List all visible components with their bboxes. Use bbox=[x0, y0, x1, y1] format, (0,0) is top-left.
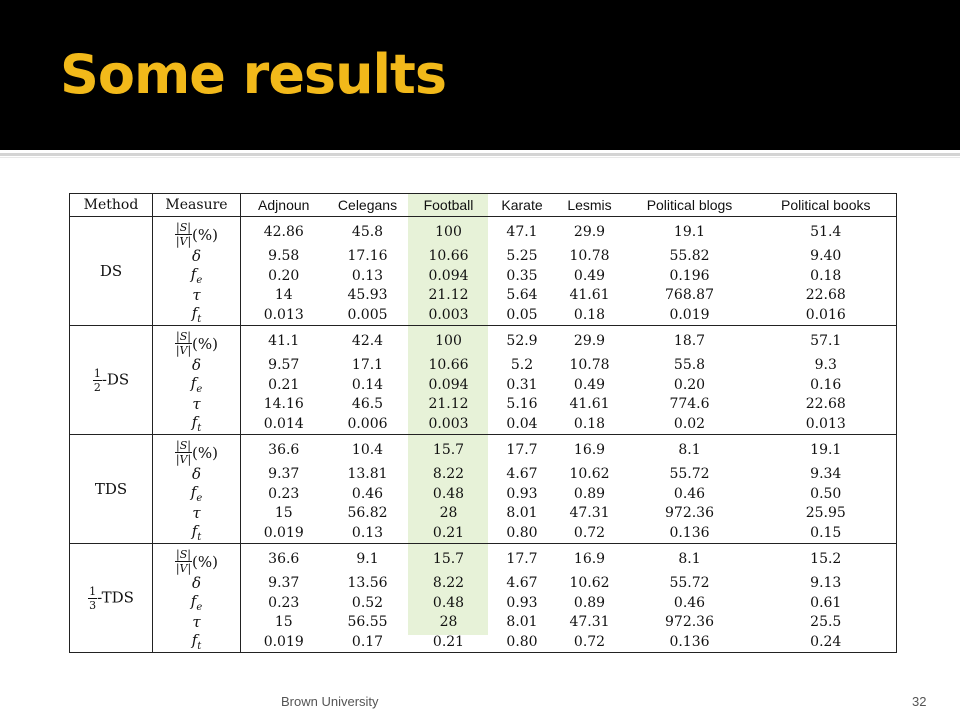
measure-cell bbox=[153, 265, 241, 286]
value-cell-football: 0.48 bbox=[432, 594, 465, 611]
value-cell-adjnoun: 0.23 bbox=[268, 485, 300, 502]
method-fraction-numerator: 1 bbox=[93, 366, 101, 380]
value-cell-political-books: 0.16 bbox=[810, 376, 842, 393]
value-cell-political-blogs: 0.196 bbox=[669, 267, 710, 284]
measure-fe-sub: e bbox=[196, 384, 203, 395]
value-cell-political-blogs: 0.46 bbox=[673, 594, 706, 611]
value-cell-football: 0.21 bbox=[432, 633, 465, 650]
value-cell-karate: 52.9 bbox=[489, 326, 556, 357]
measure-cell bbox=[153, 395, 241, 413]
value-cell-lesmis: 47.31 bbox=[569, 614, 610, 630]
measure-cell bbox=[153, 217, 241, 248]
value-cell-adjnoun: 9.58 bbox=[268, 248, 300, 264]
value-cell-karate: 0.80 bbox=[506, 633, 538, 650]
measure-fe-sub: e bbox=[196, 275, 203, 286]
value-cell-political-books: 0.013 bbox=[805, 415, 846, 432]
value-cell-political-books: 51.4 bbox=[756, 217, 897, 248]
measure-cell bbox=[153, 465, 241, 483]
measure-ft-sub: t bbox=[197, 641, 202, 652]
measure-ft bbox=[191, 631, 202, 652]
fraction-denominator: |V| bbox=[175, 344, 192, 357]
value-cell-celegans: 0.006 bbox=[347, 415, 388, 432]
value-cell-political-books: 22.68 bbox=[805, 396, 846, 412]
value-cell-celegans: 0.005 bbox=[347, 306, 388, 323]
value-cell-political-blogs: 55.72 bbox=[669, 466, 710, 482]
fraction-suffix: (%) bbox=[191, 552, 218, 571]
header-karate: Karate bbox=[489, 194, 556, 217]
value-cell-lesmis: 0.72 bbox=[573, 524, 606, 541]
measure-cell bbox=[153, 522, 241, 544]
measure-ft-base: f bbox=[191, 522, 198, 540]
measure-fe-sub: e bbox=[196, 602, 203, 613]
measure-cell bbox=[153, 247, 241, 265]
value-cell-lesmis: 16.9 bbox=[556, 544, 624, 575]
value-cell-celegans: 0.13 bbox=[351, 524, 384, 541]
header-adjnoun: Adjnoun bbox=[241, 194, 327, 217]
table-row bbox=[70, 356, 897, 374]
value-cell-political-books: 9.3 bbox=[814, 357, 837, 373]
value-cell-political-blogs: 18.7 bbox=[624, 326, 756, 357]
measure-cell bbox=[153, 483, 241, 504]
measure-ft-sub: t bbox=[197, 423, 202, 434]
measure-fe-base: f bbox=[190, 374, 197, 392]
fraction-numerator: |S| bbox=[176, 330, 191, 343]
value-cell-political-blogs: 972.36 bbox=[665, 614, 714, 630]
measure-size-ratio bbox=[175, 331, 218, 356]
value-cell-political-blogs: 0.136 bbox=[669, 524, 710, 541]
header-celegans: Celegans bbox=[327, 194, 409, 217]
value-cell-political-books: 0.61 bbox=[810, 594, 842, 611]
measure-cell bbox=[153, 574, 241, 592]
measure-size-ratio bbox=[175, 222, 218, 247]
value-cell-political-blogs: 0.136 bbox=[669, 633, 710, 650]
value-cell-lesmis: 10.78 bbox=[569, 248, 610, 264]
value-cell-karate: 0.05 bbox=[506, 306, 538, 323]
value-cell-lesmis: 0.89 bbox=[573, 594, 606, 611]
table-row bbox=[70, 613, 897, 631]
size-fraction bbox=[175, 222, 192, 247]
value-cell-political-books: 0.50 bbox=[810, 485, 842, 502]
value-cell-karate: 4.67 bbox=[506, 575, 538, 591]
value-cell-celegans: 56.82 bbox=[347, 505, 388, 521]
method-label: -DS bbox=[101, 370, 130, 388]
measure-cell bbox=[153, 504, 241, 522]
measure-fe-sub: e bbox=[196, 493, 203, 504]
value-cell-karate: 5.2 bbox=[510, 357, 534, 373]
table-row bbox=[70, 413, 897, 435]
measure-delta: δ bbox=[191, 465, 202, 483]
value-cell-political-blogs: 55.72 bbox=[669, 575, 710, 591]
value-cell-adjnoun: 9.57 bbox=[268, 357, 300, 373]
header-lesmis: Lesmis bbox=[556, 194, 624, 217]
value-cell-celegans: 13.56 bbox=[347, 575, 388, 591]
value-cell-adjnoun: 0.23 bbox=[268, 594, 300, 611]
value-cell-lesmis: 0.89 bbox=[573, 485, 606, 502]
table-row bbox=[70, 304, 897, 326]
value-cell-lesmis: 0.18 bbox=[573, 306, 606, 323]
method-fraction-denominator: 3 bbox=[89, 598, 97, 612]
value-cell-lesmis: 10.62 bbox=[569, 575, 610, 591]
table-body bbox=[70, 217, 897, 653]
value-cell-football: 0.094 bbox=[428, 376, 469, 393]
measure-cell bbox=[153, 631, 241, 653]
method-fraction bbox=[93, 368, 102, 393]
value-cell-football: 0.48 bbox=[432, 485, 465, 502]
value-cell-football: 21.12 bbox=[428, 396, 469, 412]
table-row bbox=[70, 483, 897, 504]
table-row bbox=[70, 286, 897, 304]
table-row bbox=[70, 522, 897, 544]
measure-fe bbox=[190, 374, 203, 395]
method-cell bbox=[70, 544, 153, 653]
value-cell-celegans: 46.5 bbox=[351, 396, 384, 412]
value-cell-political-books: 25.95 bbox=[805, 505, 846, 521]
header-political-books: Political books bbox=[756, 194, 897, 217]
value-cell-political-blogs: 8.1 bbox=[624, 544, 756, 575]
measure-ft-base: f bbox=[191, 631, 198, 649]
value-cell-football: 100 bbox=[409, 326, 489, 357]
fraction-suffix: (%) bbox=[191, 334, 218, 353]
footer-institution: Brown University bbox=[281, 694, 379, 709]
value-cell-adjnoun: 42.86 bbox=[241, 217, 327, 248]
measure-fe bbox=[190, 483, 203, 504]
value-cell-political-blogs: 0.20 bbox=[673, 376, 706, 393]
value-cell-karate: 0.80 bbox=[506, 524, 538, 541]
value-cell-political-books: 57.1 bbox=[756, 326, 897, 357]
table-row bbox=[70, 465, 897, 483]
value-cell-political-books: 25.5 bbox=[810, 614, 842, 630]
value-cell-political-books: 9.40 bbox=[810, 248, 842, 264]
measure-cell bbox=[153, 413, 241, 435]
value-cell-political-books: 0.18 bbox=[810, 267, 842, 284]
measure-cell bbox=[153, 356, 241, 374]
method-label: DS bbox=[99, 262, 123, 280]
table-header-row bbox=[70, 194, 897, 217]
value-cell-karate: 0.31 bbox=[506, 376, 538, 393]
value-cell-political-blogs: 768.87 bbox=[665, 287, 714, 303]
value-cell-lesmis: 0.49 bbox=[573, 267, 606, 284]
measure-fe bbox=[190, 592, 203, 613]
measure-ft-base: f bbox=[191, 413, 198, 431]
value-cell-adjnoun: 0.019 bbox=[263, 633, 304, 650]
value-cell-political-books: 0.24 bbox=[810, 633, 842, 650]
measure-delta: δ bbox=[191, 574, 202, 592]
measure-ft bbox=[191, 413, 202, 434]
value-cell-karate: 8.01 bbox=[506, 614, 538, 630]
method-label: -TDS bbox=[97, 588, 134, 606]
header-method: Method bbox=[70, 194, 153, 217]
value-cell-adjnoun: 36.6 bbox=[241, 435, 327, 466]
value-cell-football: 100 bbox=[409, 217, 489, 248]
value-cell-football: 21.12 bbox=[428, 287, 469, 303]
value-cell-lesmis: 0.18 bbox=[573, 415, 606, 432]
measure-cell bbox=[153, 286, 241, 304]
value-cell-celegans: 13.81 bbox=[347, 466, 388, 482]
fraction-denominator: |V| bbox=[175, 453, 192, 466]
fraction-suffix: (%) bbox=[191, 225, 218, 244]
measure-size-ratio bbox=[175, 440, 218, 465]
value-cell-karate: 4.67 bbox=[506, 466, 538, 482]
value-cell-adjnoun: 15 bbox=[274, 505, 293, 521]
table-row bbox=[70, 374, 897, 395]
value-cell-political-books: 0.016 bbox=[805, 306, 846, 323]
value-cell-football: 0.003 bbox=[428, 306, 469, 323]
value-cell-lesmis: 0.49 bbox=[573, 376, 606, 393]
method-cell bbox=[70, 326, 153, 435]
value-cell-adjnoun: 0.20 bbox=[268, 267, 300, 284]
table-row bbox=[70, 265, 897, 286]
fraction-suffix: (%) bbox=[191, 443, 218, 462]
measure-ft-sub: t bbox=[197, 532, 202, 543]
value-cell-political-books: 22.68 bbox=[805, 287, 846, 303]
value-cell-lesmis: 41.61 bbox=[569, 287, 610, 303]
value-cell-political-blogs: 972.36 bbox=[665, 505, 714, 521]
measure-tau: τ bbox=[192, 613, 201, 631]
value-cell-political-blogs: 0.02 bbox=[673, 415, 706, 432]
table-row bbox=[70, 326, 897, 357]
value-cell-celegans: 0.52 bbox=[351, 594, 384, 611]
value-cell-adjnoun: 0.21 bbox=[268, 376, 300, 393]
value-cell-karate: 8.01 bbox=[506, 505, 538, 521]
value-cell-celegans: 9.1 bbox=[327, 544, 409, 575]
value-cell-celegans: 0.17 bbox=[351, 633, 384, 650]
measure-tau: τ bbox=[192, 286, 201, 304]
header-divider bbox=[0, 153, 960, 156]
results-table bbox=[69, 193, 897, 653]
value-cell-political-blogs: 774.6 bbox=[669, 396, 710, 412]
value-cell-adjnoun: 0.014 bbox=[263, 415, 304, 432]
value-cell-political-blogs: 0.46 bbox=[673, 485, 706, 502]
size-fraction bbox=[175, 549, 192, 574]
value-cell-celegans: 10.4 bbox=[327, 435, 409, 466]
results-table-container bbox=[69, 193, 896, 652]
value-cell-adjnoun: 14 bbox=[274, 287, 293, 303]
value-cell-football: 10.66 bbox=[428, 248, 469, 264]
value-cell-karate: 17.7 bbox=[489, 435, 556, 466]
table-row bbox=[70, 504, 897, 522]
value-cell-political-blogs: 19.1 bbox=[624, 217, 756, 248]
measure-ft-sub: t bbox=[197, 314, 202, 325]
value-cell-political-blogs: 55.82 bbox=[669, 248, 710, 264]
size-fraction bbox=[175, 331, 192, 356]
value-cell-karate: 5.25 bbox=[506, 248, 538, 264]
measure-fe-base: f bbox=[190, 592, 197, 610]
fraction-denominator: |V| bbox=[175, 235, 192, 248]
value-cell-karate: 0.04 bbox=[506, 415, 538, 432]
measure-fe bbox=[190, 265, 203, 286]
value-cell-lesmis: 29.9 bbox=[556, 217, 624, 248]
measure-cell bbox=[153, 435, 241, 466]
measure-cell bbox=[153, 326, 241, 357]
value-cell-adjnoun: 15 bbox=[274, 614, 293, 630]
value-cell-political-blogs: 55.8 bbox=[673, 357, 706, 373]
table-row bbox=[70, 631, 897, 653]
measure-size-ratio bbox=[175, 549, 218, 574]
value-cell-karate: 5.16 bbox=[506, 396, 538, 412]
value-cell-football: 28 bbox=[439, 614, 458, 630]
header-political-blogs: Political blogs bbox=[624, 194, 756, 217]
value-cell-celegans: 42.4 bbox=[327, 326, 409, 357]
measure-ft bbox=[191, 304, 202, 325]
value-cell-football: 8.22 bbox=[432, 575, 465, 591]
value-cell-karate: 0.93 bbox=[506, 485, 538, 502]
method-fraction-numerator: 1 bbox=[89, 584, 97, 598]
value-cell-lesmis: 10.78 bbox=[569, 357, 610, 373]
method-cell bbox=[70, 435, 153, 544]
value-cell-celegans: 45.8 bbox=[327, 217, 409, 248]
value-cell-lesmis: 10.62 bbox=[569, 466, 610, 482]
table-row bbox=[70, 574, 897, 592]
value-cell-celegans: 56.55 bbox=[347, 614, 388, 630]
method-label: TDS bbox=[94, 480, 128, 498]
fraction-denominator: |V| bbox=[175, 562, 192, 575]
value-cell-celegans: 17.16 bbox=[347, 248, 388, 264]
slide-title: Some results bbox=[60, 43, 446, 106]
measure-delta: δ bbox=[191, 356, 202, 374]
value-cell-adjnoun: 0.019 bbox=[263, 524, 304, 541]
measure-tau: τ bbox=[192, 504, 201, 522]
slide-header bbox=[0, 0, 960, 150]
value-cell-adjnoun: 36.6 bbox=[241, 544, 327, 575]
header-measure: Measure bbox=[153, 194, 241, 217]
value-cell-celegans: 17.1 bbox=[351, 357, 384, 373]
fraction-numerator: |S| bbox=[176, 439, 191, 452]
value-cell-lesmis: 29.9 bbox=[556, 326, 624, 357]
value-cell-adjnoun: 14.16 bbox=[263, 396, 304, 412]
value-cell-political-books: 9.13 bbox=[810, 575, 842, 591]
measure-fe-base: f bbox=[190, 265, 197, 283]
value-cell-football: 0.21 bbox=[432, 524, 465, 541]
value-cell-adjnoun: 9.37 bbox=[268, 466, 300, 482]
measure-ft-base: f bbox=[191, 304, 198, 322]
value-cell-football: 28 bbox=[439, 505, 458, 521]
measure-cell bbox=[153, 613, 241, 631]
size-fraction bbox=[175, 440, 192, 465]
value-cell-karate: 0.35 bbox=[506, 267, 538, 284]
value-cell-celegans: 0.46 bbox=[351, 485, 384, 502]
value-cell-football: 0.094 bbox=[428, 267, 469, 284]
table-row bbox=[70, 247, 897, 265]
value-cell-football: 8.22 bbox=[432, 466, 465, 482]
measure-fe-base: f bbox=[190, 483, 197, 501]
method-fraction-denominator: 2 bbox=[93, 380, 101, 394]
value-cell-political-blogs: 0.019 bbox=[669, 306, 710, 323]
value-cell-karate: 0.93 bbox=[506, 594, 538, 611]
measure-tau: τ bbox=[192, 395, 201, 413]
value-cell-political-blogs: 8.1 bbox=[624, 435, 756, 466]
measure-cell bbox=[153, 592, 241, 613]
fraction-numerator: |S| bbox=[176, 548, 191, 561]
header-football: Football bbox=[409, 194, 489, 217]
value-cell-adjnoun: 0.013 bbox=[263, 306, 304, 323]
page-number: 32 bbox=[912, 694, 927, 709]
table-row bbox=[70, 544, 897, 575]
value-cell-karate: 17.7 bbox=[489, 544, 556, 575]
measure-cell bbox=[153, 544, 241, 575]
measure-cell bbox=[153, 304, 241, 326]
value-cell-football: 0.003 bbox=[428, 415, 469, 432]
value-cell-political-books: 0.15 bbox=[810, 524, 842, 541]
value-cell-lesmis: 16.9 bbox=[556, 435, 624, 466]
value-cell-lesmis: 41.61 bbox=[569, 396, 610, 412]
method-fraction bbox=[88, 586, 97, 611]
value-cell-lesmis: 47.31 bbox=[569, 505, 610, 521]
method-cell bbox=[70, 217, 153, 326]
header-divider-thin bbox=[0, 157, 960, 158]
value-cell-political-books: 15.2 bbox=[756, 544, 897, 575]
value-cell-karate: 5.64 bbox=[506, 287, 538, 303]
measure-delta: δ bbox=[191, 247, 202, 265]
value-cell-political-books: 19.1 bbox=[756, 435, 897, 466]
value-cell-celegans: 0.14 bbox=[351, 376, 384, 393]
value-cell-football: 10.66 bbox=[428, 357, 469, 373]
table-row bbox=[70, 395, 897, 413]
value-cell-karate: 47.1 bbox=[489, 217, 556, 248]
fraction-numerator: |S| bbox=[176, 221, 191, 234]
measure-ft bbox=[191, 522, 202, 543]
table-row bbox=[70, 217, 897, 248]
value-cell-lesmis: 0.72 bbox=[573, 633, 606, 650]
table-row bbox=[70, 592, 897, 613]
value-cell-celegans: 45.93 bbox=[347, 287, 388, 303]
value-cell-celegans: 0.13 bbox=[351, 267, 384, 284]
value-cell-football: 15.7 bbox=[409, 544, 489, 575]
value-cell-adjnoun: 41.1 bbox=[241, 326, 327, 357]
measure-cell bbox=[153, 374, 241, 395]
value-cell-football: 15.7 bbox=[409, 435, 489, 466]
value-cell-adjnoun: 9.37 bbox=[268, 575, 300, 591]
table-row bbox=[70, 435, 897, 466]
value-cell-political-books: 9.34 bbox=[810, 466, 842, 482]
